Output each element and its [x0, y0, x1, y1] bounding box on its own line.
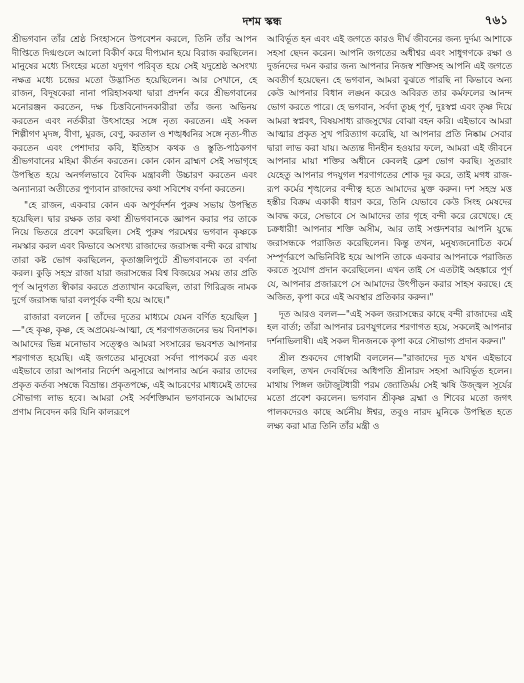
running-head: দশম স্কন্ধ: [242, 15, 282, 28]
page-header: [12, 10, 512, 30]
paragraph: শ্রীল শুকদেব গোস্বামী বললেন—"রাজাদের দূত যখন এইভাবে বলছিল, তখন দেবর্ষিদের অধিপতি শ্রীনারদ সহসা আবির্ভূত হলেন। মাথায় পিঙ্গল জটাজুটধারী পরম জ্যোতির্ময় সেই ঋষি উজ্জ্বল সূর্যের মতো প্রবেশ করলেন। ভগবান শ্রীকৃষ্ণ ব্রহ্মা ও শিবের মতো জগৎ পালকদেরও কাছে অর্চনীয় ঈশ্বর, তবুও নারদ মুনিকে উপস্থিত হতে লক্ষ্য করা মাত্র তিনি তাঁর মন্ত্রী ও: [267, 353, 512, 432]
paragraph: শ্রীভগবান তাঁর শ্রেষ্ঠ সিংহাসনে উপবেশন করলে, তিনি তাঁর আপন দীপ্তিতে দিগ্মণ্ডলে আলো বিকীর্ণ করে দীপ্যমান হয়ে বিরাজ করছিলেন। মানুষের মধ্যে সিংহের মতো যদুগণ পরিবৃত হয়ে সেই যদুশ্রেষ্ঠ অসংখ্য নক্ষত্র মধ্যে চন্দ্রের মতো উদ্ভাসিত হয়েছিলেন। আর সেখানে, হে রাজন, বিদূষকেরা নানা পরিহাসকথা দ্বারা প্রদর্শন করে শ্রীভগবানের মনোরঞ্জন করতেন, দক্ষ চিত্তবিনোদনকারীরা তাঁর জন্য অভিনয় করতেন এবং নর্তকীরা উৎসাহের সঙ্গে নৃত্য করতেন। এই সকল শিল্পীগণ মৃদঙ্গ, বীণা, মুরজ, বেণু, করতাল ও শঙ্খধ্বনির সঙ্গে নৃত্য-গীত করতেন এবং পেশাদার কবি, ইতিহাস কথক ও স্তুতি-পাঠকগণ শ্রীভগবানের মহিমা কীর্তন করতেন। কোন কোন ব্রাহ্মণ সেই সভাগৃহে উপস্থিত হয়ে অনর্গলভাবে বৈদিক মন্ত্রাবলী উচ্চারণ করতেন এবং অন্যান্যরা অতীতের পুণ্যবান রাজাদের কথা সবিশেষ বর্ণনা করতেন।: [12, 35, 257, 195]
right-column: [267, 34, 512, 434]
paragraph: "হে রাজন, একবার কোন এক অপূর্বদর্শন পুরুষ সভায় উপস্থিত হয়েছিল। দ্বার রক্ষক তার কথা শ্রীভগবানকে জ্ঞাপন করার পর তাকে নিয়ে ভিতরে প্রবেশ করেছিল। সেই পুরুষ পরমেশ্বর ভগবান কৃষ্ণকে নমস্কার করল এবং কিভাবে অসংখ্য রাজাদের জরাসন্ধ বন্দী করে রাখায় তারা কষ্ট ভোগ করছিলেন, কৃতাঞ্জলিপুটে শ্রীভগবানকে তা বর্ণনা করল। কুড়ি সহস্র রাজা যারা জরাসন্ধের বিশ্ব বিজয়ের সময় তার প্রতি পূর্ণ আনুগত্য স্বীকার করতে প্রত্যাখান করেছিল, তারা গিরিব্রজ নামক দুর্গে জরাসন্ধ দ্বারা বলপূর্বক বন্দী হয়ে আছে।": [12, 201, 257, 307]
page-number: ৭৬১: [484, 13, 508, 27]
paragraph: দূত আরও বলল—"এই সকল জরাসন্ধের কাছে বন্দী রাজাদের এই হল বার্তা; তাঁরা আপনার চরণযুগলের শরণাগত হয়ে, সকলেই আপনার দর্শনাভিলাষী। এই সকল দীনজনকে কৃপা করে সৌভাগ্য প্রদান করুন।": [267, 309, 512, 348]
text-columns: [12, 34, 512, 434]
paragraph: আবির্ভূত হন এবং এই জগতে কারও দীর্ঘ জীবনের জন্য দুর্দম্য আশাকে সহসা ছেদন করেন। আপনি জগতের অধীশ্বর এবং সাধুগণকে রক্ষা ও দুর্জনদের দমন করার জন্য আপনার নিজস্ব শক্তিসহ আপনি এই জগতে অবতীর্ণ হয়েছেন। হে ভগবান, আমরা বুঝতে পারছি না কিভাবে অন্য কেউ আপনার বিধান লঙ্ঘন করেও অবিরত তার কর্মফলের আনন্দ ভোগ করতে পারে। হে ভগবান, সর্বদা তুচ্ছ পূর্ণ, দুঃস্বপ্ন এবং তৃষ্ণ দিয়ে আমরা স্বপ্নবৎ, বিষয়সাধ্য রাজসুখের বোঝা বহন করি। এইভাবে আমরা আত্মার প্রকৃত সুখ পরিত্যাগ করেছি, যা আপনার প্রতি নিষ্কাম সেবার দ্বারা লাভ করা যায়। অত্যন্ত দীনহীন হওয়ার ফলে, আমরা এই জীবনে আপনার মায়া শক্তির অধীনে কেবলই ক্লেশ ভোগ করছি। সুতরাং যেহেতু আপনার পদযুগল শরণাগতের শোক দূর করে, তাই মগধ রাজ-রূপ কর্মের শৃঙ্খলের বন্দীত্ব হতে আমাদের মুক্ত করুন। দশ সহস্র মত্ত হস্তীর বিক্রম একাকী ধারণ করে, তিনি যেভাবে কেউ সিংহ মেষদের আবদ্ধ করে, সেভাবে সে আমাদের তার গৃহে বন্দী করে রেখেছে। হে চক্রধারী! আপনার শক্তি অসীম, আর তাই সপ্তদশবার আপনি যুদ্ধে জরাসন্ধকে পরাজিত করেছিলেন। কিন্তু তখন, মনুষ্যজনোচিত কর্মে সম্পূর্ণরূপে অভিনিবিষ্ট হয়ে আপনি তাকে একবার আপনাকে পরাজিত করতে সুযোগ প্রদান করেছিলেন। এখন তাই সে এতটাই অহঙ্কারে পূর্ণ যে, আপনার প্রজারূপে সে আমাদের উৎপীড়ন করার সাহস করছে। হে অজিত, কৃপা করে এই অবস্থার প্রতিকার করুন।": [267, 35, 512, 304]
left-column: [12, 34, 257, 434]
paragraph: রাজারা বললেন [ তাঁদের দূতের মাধ্যমে যেমন বর্ণিত হয়েছিল ]—"হে কৃষ্ণ, কৃষ্ণ, হে অপ্রমেয়-আত্মা, হে শরণাগতজনের ভয় বিনাশক। আমাদের ভিন্ন মনোভাব সত্ত্বেও আমরা সংসারের ভয়বশত আপনার শরণাগত হয়েছি। এই জগতের মানুষেরা সর্বদা পাপকর্মে রত এবং এইভাবে তারা আপনার নির্দেশ অনুসারে আপনার অর্চন করার তাদের প্রকৃত কর্তব্য সম্বন্ধে বিভ্রান্ত। প্রকৃতপক্ষে, এই আচরণের মাধ্যমেই তাদের সৌভাগ্য লাভ হবে। আমরা সেই সর্বশক্তিমান ভগবানকে আমাদের প্রণাম নিবেদন করি যিনি কালরূপে: [12, 312, 257, 419]
